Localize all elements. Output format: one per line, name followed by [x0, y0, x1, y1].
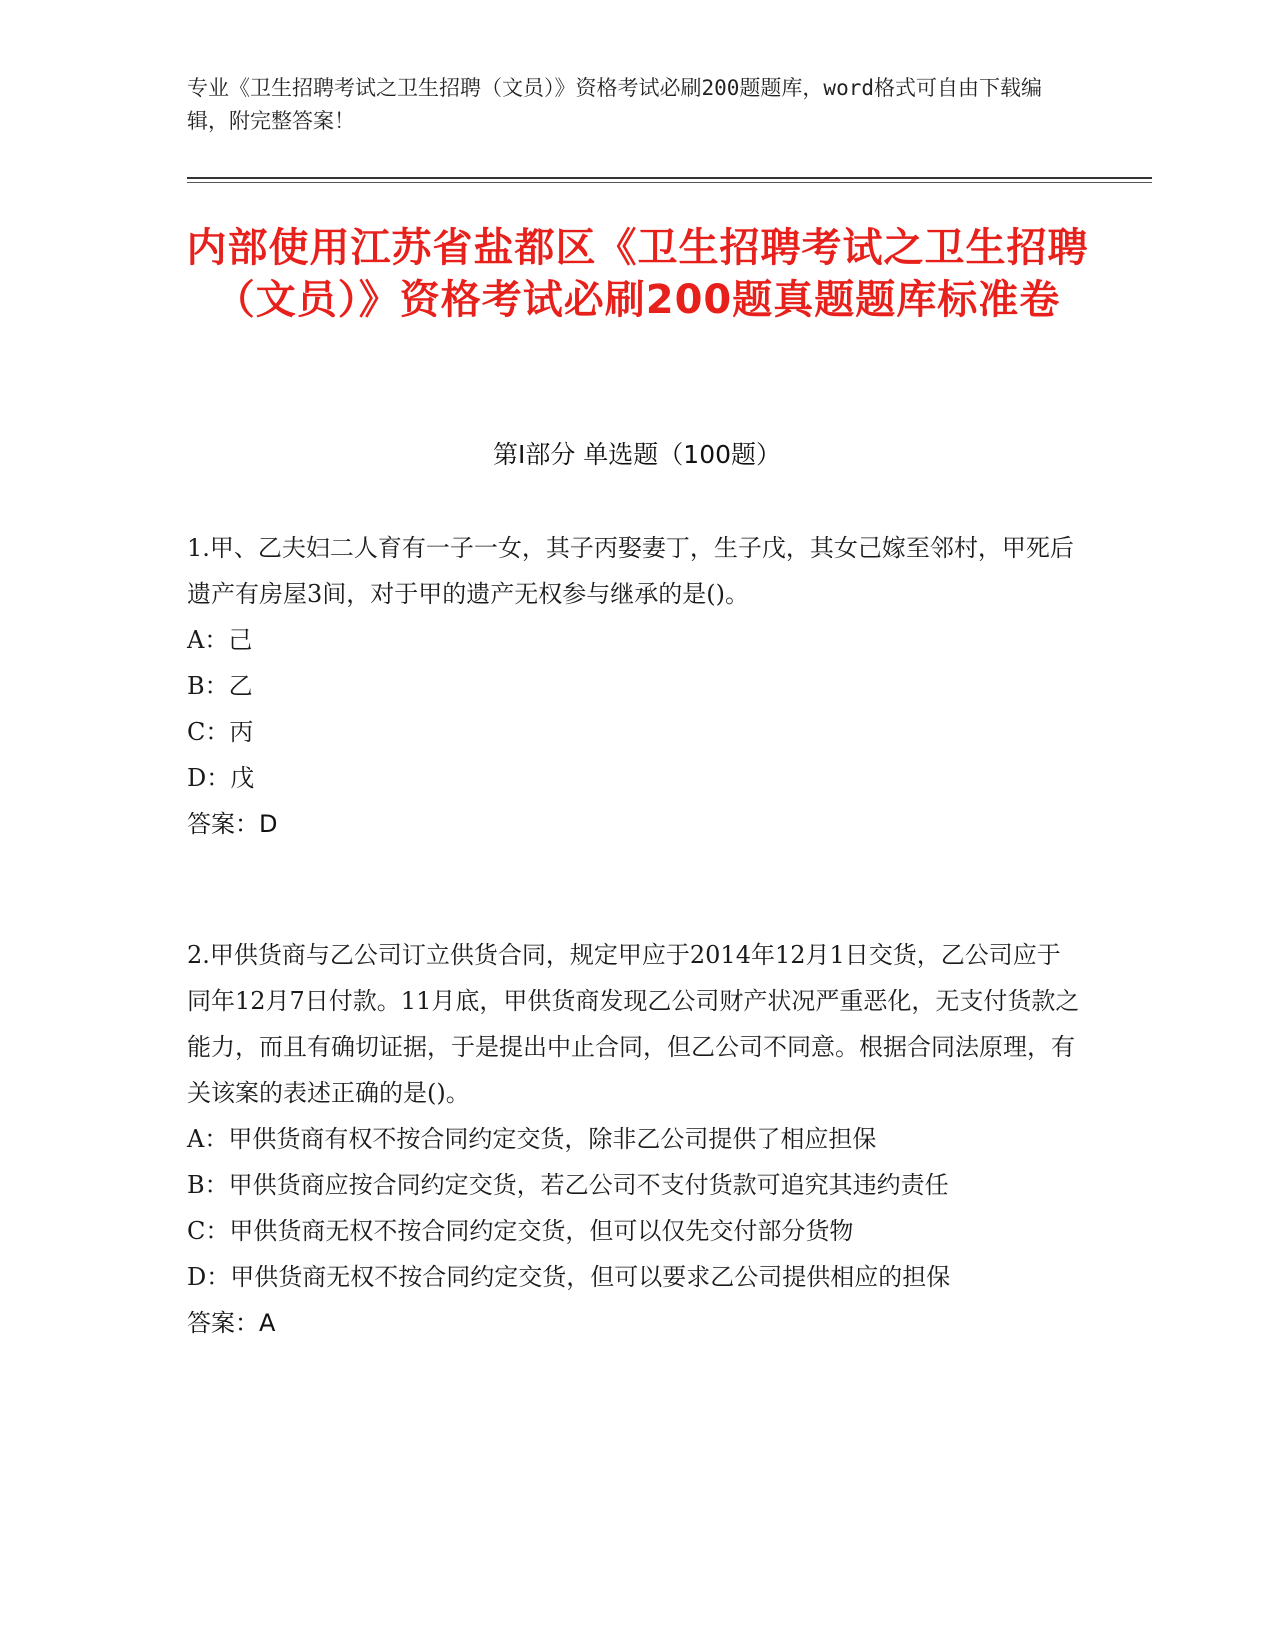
question-2	[187, 932, 1082, 1346]
question-stem: 2.甲供货商与乙公司订立供货合同，规定甲应于2014年12月1日交货，乙公司应于同年12月7日付款。11月底，甲供货商发现乙公司财产状况严重恶化，无支付货款之能力，而且有确切证据，于是提出中止合同，但乙公司不同意。根据合同法原理，有关该案的表述正确的是()。	[187, 941, 1080, 1107]
header-rule-thick	[187, 177, 1152, 179]
option-c: C：丙	[187, 718, 254, 746]
option-d: D：戊	[187, 764, 255, 792]
answer: 答案：A	[187, 1309, 276, 1337]
option-b: B：乙	[187, 672, 253, 700]
header-note: 专业《卫生招聘考试之卫生招聘（文员）》资格考试必刷200题题库，word格式可自由下载编辑，附完整答案！	[187, 76, 1042, 133]
section-heading: 第I部分 单选题（100题）	[492, 440, 782, 469]
answer: 答案：D	[187, 810, 278, 838]
question-1	[187, 525, 1082, 847]
option-a: A：己	[187, 626, 253, 654]
header-rule-thin	[187, 182, 1152, 183]
option-b: B：甲供货商应按合同约定交货，若乙公司不支付货款可追究其违约责任	[187, 1171, 949, 1199]
question-stem: 1.甲、乙夫妇二人育有一子一女，其子丙娶妻丁，生子戊，其女己嫁至邻村，甲死后遗产有房屋3间，对于甲的遗产无权参与继承的是()。	[187, 534, 1074, 608]
option-c: C：甲供货商无权不按合同约定交货，但可以仅先交付部分货物	[187, 1217, 854, 1245]
option-a: A：甲供货商有权不按合同约定交货，除非乙公司提供了相应担保	[187, 1125, 877, 1153]
option-d: D：甲供货商无权不按合同约定交货，但可以要求乙公司提供相应的担保	[187, 1263, 951, 1291]
document-title: 内部使用江苏省盐都区《卫生招聘考试之卫生招聘（文员）》资格考试必刷200题真题题库标准卷	[186, 225, 1089, 323]
